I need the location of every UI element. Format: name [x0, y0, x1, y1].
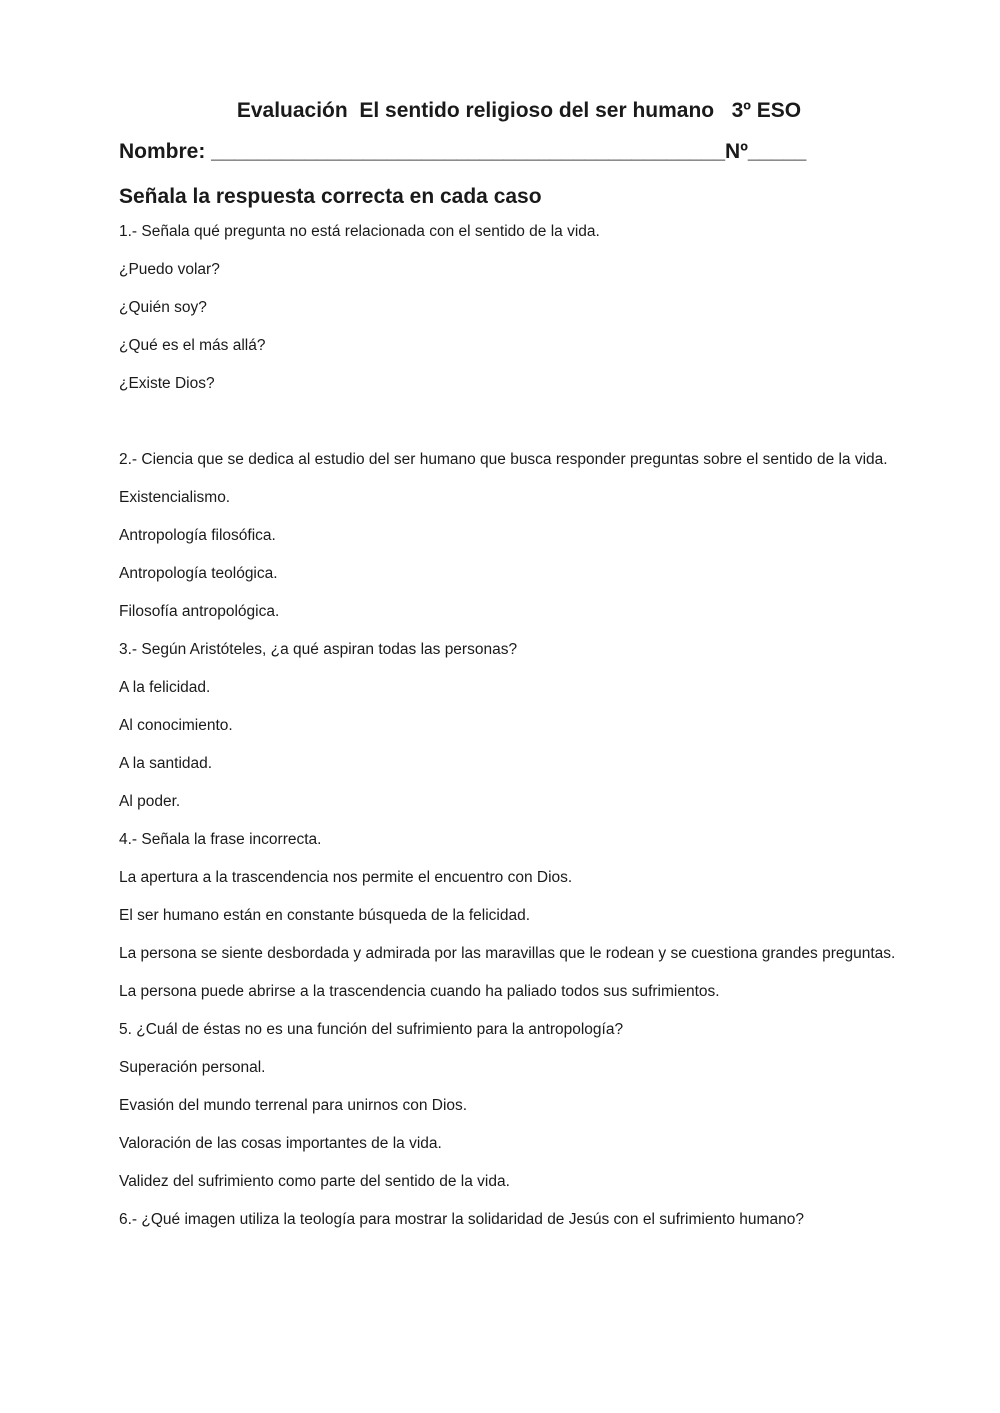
answer-option[interactable]: ¿Existe Dios?: [119, 375, 215, 392]
answer-option[interactable]: Superación personal.: [119, 1059, 266, 1076]
answer-option[interactable]: El ser humano están en constante búsqueda de la felicidad.: [119, 907, 531, 924]
question-prompt: 2.- Ciencia que se dedica al estudio del ser humano que busca responder preguntas sobre el sentido de la vida.: [119, 451, 888, 468]
answer-option[interactable]: Valoración de las cosas importantes de la vida.: [119, 1135, 442, 1152]
page-title: Evaluación El sentido religioso del ser humano 3º ESO: [236, 99, 802, 122]
answer-option[interactable]: A la santidad.: [119, 755, 213, 772]
name-field-line: Nombre: ____________________________________________Nº_____: [119, 140, 807, 163]
worksheet-page: [119, 96, 899, 1246]
answer-option[interactable]: Antropología teológica.: [119, 565, 278, 582]
question-prompt: 1.- Señala qué pregunta no está relacionada con el sentido de la vida.: [119, 223, 600, 240]
question-2: [119, 448, 899, 624]
answer-option[interactable]: ¿Puedo volar?: [119, 261, 220, 278]
question-prompt: 3.- Según Aristóteles, ¿a qué aspiran todas las personas?: [119, 641, 518, 658]
answer-option[interactable]: ¿Qué es el más allá?: [119, 337, 266, 354]
answer-option[interactable]: Al conocimiento.: [119, 717, 233, 734]
question-prompt: 4.- Señala la frase incorrecta.: [119, 831, 322, 848]
answer-option[interactable]: A la felicidad.: [119, 679, 211, 696]
question-1: [119, 220, 899, 396]
answer-option[interactable]: Al poder.: [119, 793, 181, 810]
answer-option[interactable]: La persona puede abrirse a la trascendencia cuando ha paliado todos sus sufrimientos.: [119, 983, 720, 1000]
answer-option[interactable]: Evasión del mundo terrenal para unirnos con Dios.: [119, 1097, 468, 1114]
answer-option[interactable]: Validez del sufrimiento como parte del sentido de la vida.: [119, 1173, 510, 1190]
question-5: [119, 1018, 899, 1194]
answer-option[interactable]: ¿Quién soy?: [119, 299, 207, 316]
spacer: [119, 410, 899, 448]
question-prompt: 5. ¿Cuál de éstas no es una función del sufrimiento para la antropología?: [119, 1021, 624, 1038]
question-6: [119, 1208, 899, 1232]
answer-option[interactable]: Existencialismo.: [119, 489, 231, 506]
instructions-heading: Señala la respuesta correcta en cada caso: [119, 185, 542, 208]
question-4: [119, 828, 899, 1004]
answer-option[interactable]: La persona se siente desbordada y admirada por las maravillas que le rodean y se cuestiona grandes preguntas.: [119, 945, 896, 962]
answer-option[interactable]: Filosofía antropológica.: [119, 603, 280, 620]
question-prompt: 6.- ¿Qué imagen utiliza la teología para mostrar la solidaridad de Jesús con el sufrimiento humano?: [119, 1211, 804, 1228]
answer-option[interactable]: La apertura a la trascendencia nos permite el encuentro con Dios.: [119, 869, 573, 886]
question-3: [119, 638, 899, 814]
answer-option[interactable]: Antropología filosófica.: [119, 527, 276, 544]
